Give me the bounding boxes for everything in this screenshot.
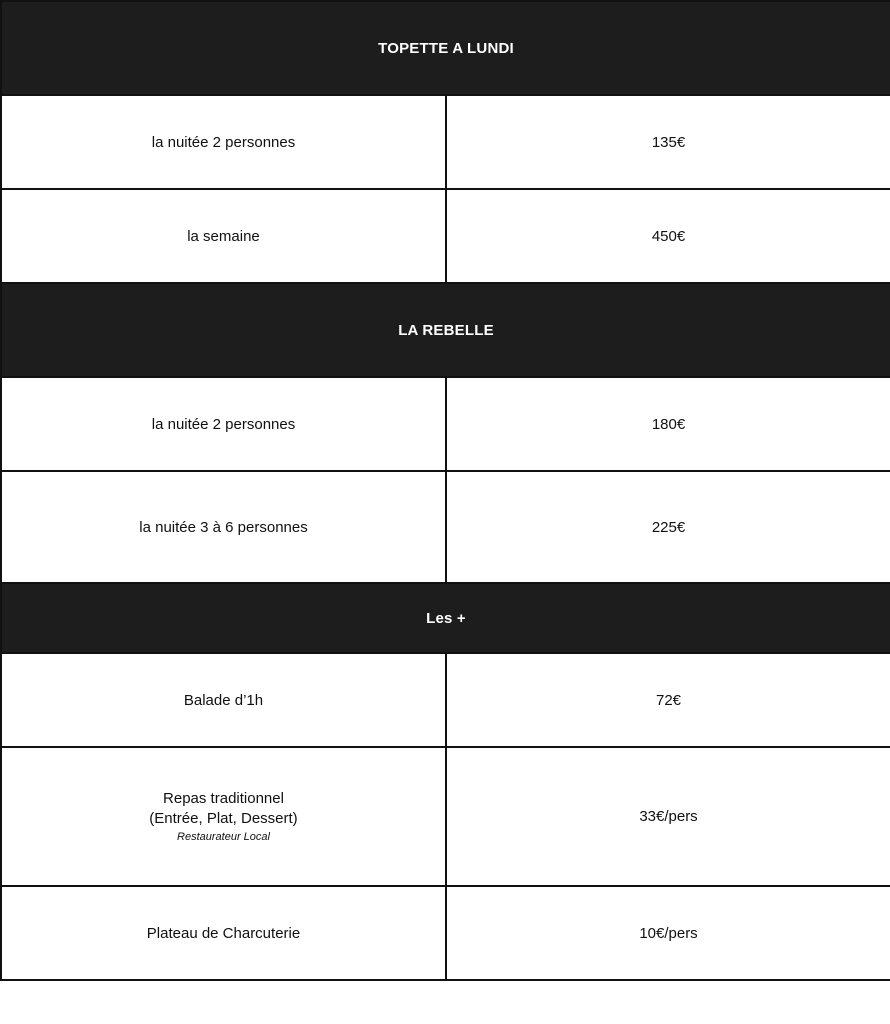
table-row [1,886,890,980]
item-label-line: (Entrée, Plat, Dessert) [149,809,298,827]
section-title: LA REBELLE [1,283,890,377]
item-label: la nuitée 2 personnes [1,95,446,189]
table-row [1,471,890,583]
section-title: Les + [1,583,890,653]
item-price: 225€ [446,471,890,583]
table-row [1,653,890,747]
item-price: 33€/pers [446,747,890,886]
item-label: Plateau de Charcuterie [1,886,446,980]
item-price: 450€ [446,189,890,283]
item-label: la nuitée 2 personnes [1,377,446,471]
table-row [1,747,890,886]
table-row [1,95,890,189]
item-price: 135€ [446,95,890,189]
section-header-row [1,1,890,95]
section-title: TOPETTE A LUNDI [1,1,890,95]
item-price: 72€ [446,653,890,747]
section-header-row [1,583,890,653]
section-header-row [1,283,890,377]
item-label-note: Restaurateur Local [177,830,270,843]
item-price: 10€/pers [446,886,890,980]
item-label: Balade d’1h [1,653,446,747]
item-label [1,747,446,886]
item-label-line: Repas traditionnel [163,789,284,807]
item-label: la nuitée 3 à 6 personnes [1,471,446,583]
item-price: 180€ [446,377,890,471]
item-label: la semaine [1,189,446,283]
table-row [1,377,890,471]
table-row [1,189,890,283]
